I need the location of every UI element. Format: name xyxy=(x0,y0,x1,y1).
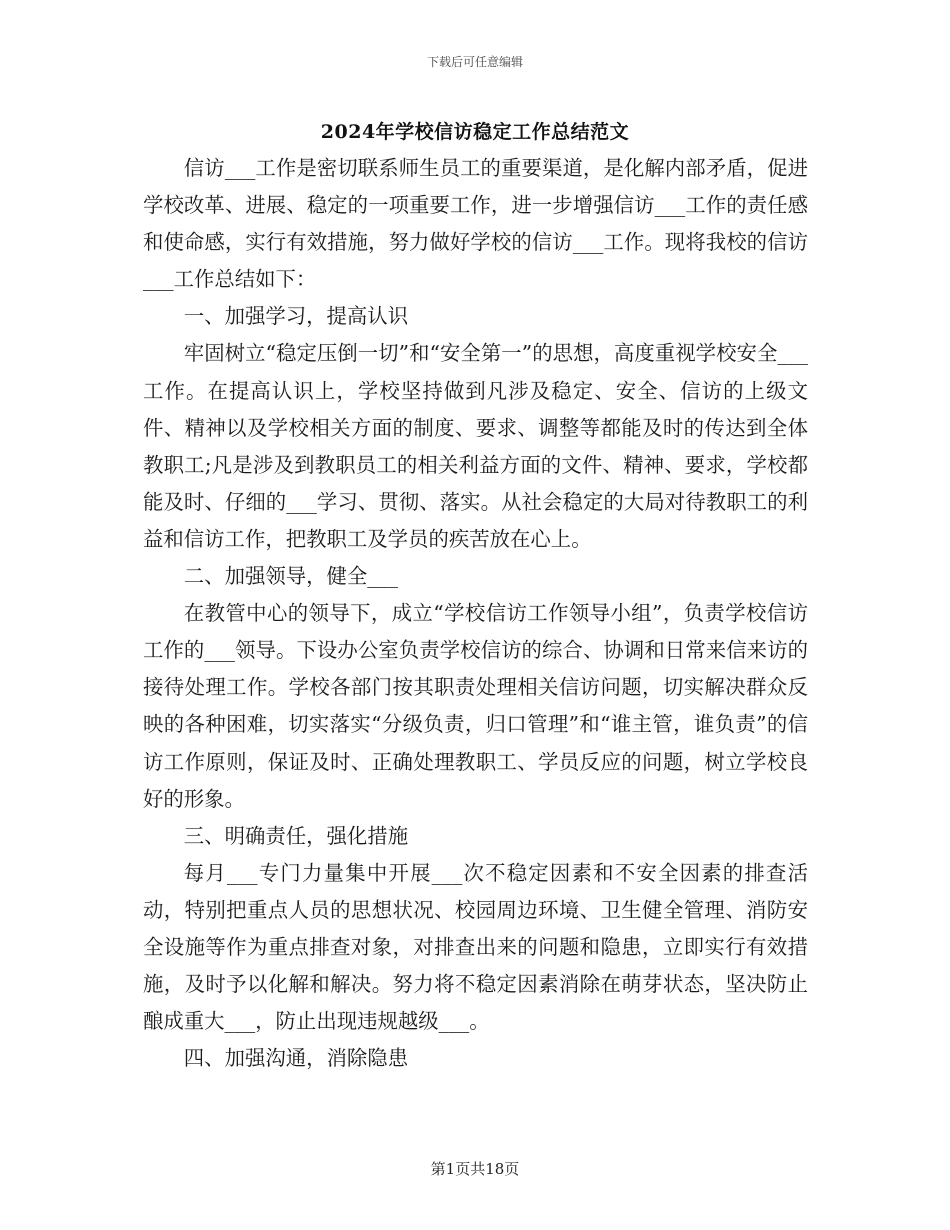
header-note: 下载后可任意编辑 xyxy=(426,55,523,69)
section-heading-3: 三、明确责任，强化措施 xyxy=(183,823,409,848)
paragraph-section-1: 牢固树立“稳定压倒一切”和“安全第一”的思想，高度重视学校安全___工作。在提高认识上，学校坚持做到凡涉及稳定、安全、信访的上级文件、精神以及学校相关方面的制度、要求、调整等都能及时的传达到全体教职工;凡是涉及到教职员工的相关利益方面的文件、精神、要求，学校都能及时、仔细的___学习、贯彻、落实。从社会稳定的大局对待教职工的利益和信访工作，把教职工及学员的疾苦放在心上。 xyxy=(143,341,808,551)
paragraph-section-2: 在教管中心的领导下，成立“学校信访工作领导小组”，负责学校信访工作的___领导。下设办公室负责学校信访的综合、协调和日常来信来访的接待处理工作。学校各部门按其职责处理相关信访问题，切实解决群众反映的各种困难，切实落实“分级负责，归口管理”和“谁主管，谁负责”的信访工作原则，保证及时、正确处理教职工、学员反应的问题，树立学校良好的形象。 xyxy=(143,601,808,811)
document-body xyxy=(143,150,808,1077)
section-heading-4: 四、加强沟通，消除隐患 xyxy=(183,1046,409,1071)
paragraph-section-3: 每月___专门力量集中开展___次不稳定因素和不安全因素的排查活动，特别把重点人员的思想状况、校园周边环境、卫生健全管理、消防安全设施等作为重点排查对象，对排查出来的问题和隐患，立即实行有效措施，及时予以化解和解决。努力将不稳定因素消除在萌芽状态，坚决防止酿成重大___，防止出现违规越级___。 xyxy=(143,860,808,1034)
page-number-footer: 第1页共18页 xyxy=(430,1160,520,1178)
section-heading-1: 一、加强学习，提高认识 xyxy=(183,304,409,329)
section-heading-2: 二、加强领导，健全___ xyxy=(183,564,398,589)
document-title: 2024年学校信访稳定工作总结范文 xyxy=(320,121,630,143)
paragraph-intro: 信访___工作是密切联系师生员工的重要渠道，是化解内部矛盾，促进学校改革、进展、稳定的一项重要工作，进一步增强信访___工作的责任感和使命感，实行有效措施，努力做好学校的信访___工作。现将我校的信访___工作总结如下： xyxy=(143,156,808,292)
